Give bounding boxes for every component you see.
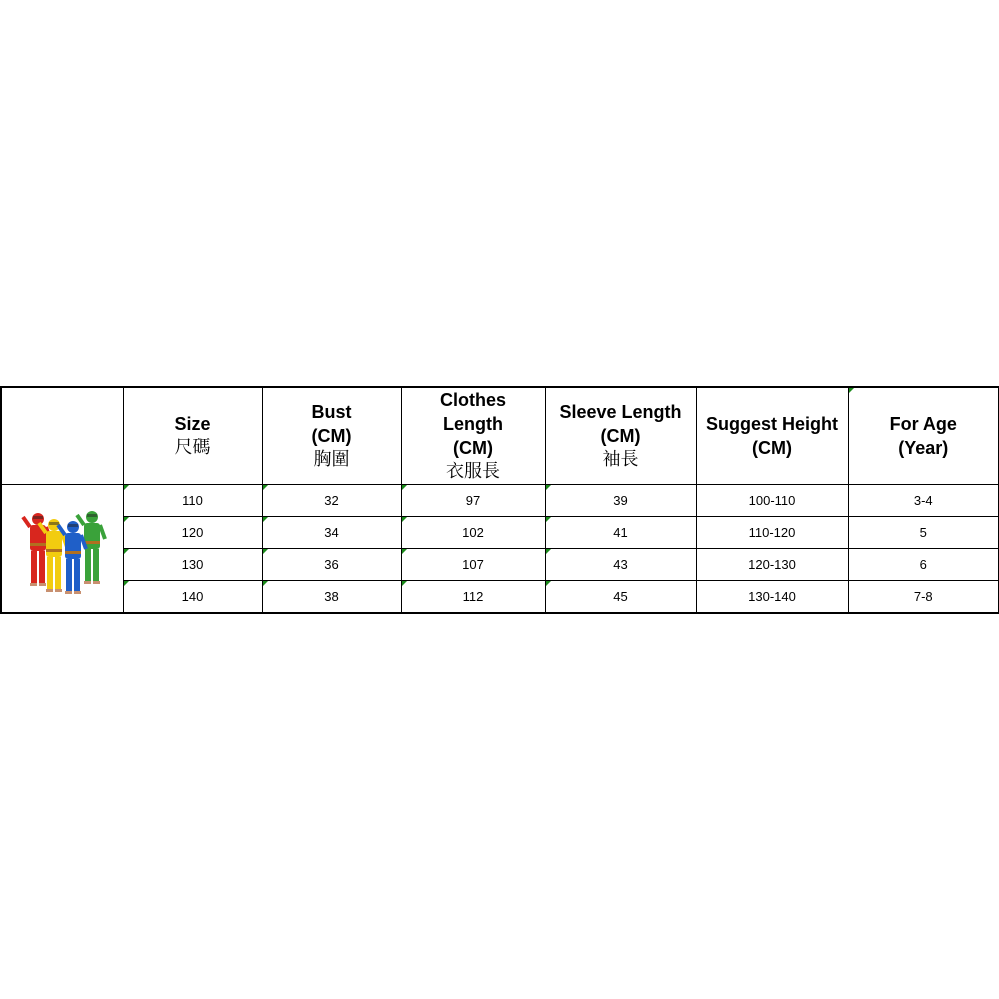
- table-row: [1, 549, 999, 581]
- cell: [401, 549, 545, 581]
- cell-text: 43: [613, 557, 628, 572]
- header-row: [1, 387, 999, 485]
- cell: [696, 549, 848, 581]
- header-cjk: 胸圍: [313, 449, 350, 470]
- cell: [545, 549, 696, 581]
- cell-text: 3-4: [913, 493, 933, 508]
- header-size: [123, 387, 262, 485]
- cell-text: 41: [613, 525, 628, 540]
- header-clothes-length: [401, 387, 545, 485]
- cell-marker: [402, 517, 407, 522]
- blank-header-cell: [1, 387, 123, 485]
- cell: [848, 581, 999, 614]
- figure-green: [77, 511, 105, 584]
- cell: [848, 517, 999, 549]
- cell: [262, 517, 401, 549]
- header-text: Size: [174, 414, 211, 434]
- cell-text: 102: [462, 525, 484, 540]
- cell-text: 97: [465, 493, 481, 508]
- table-row: [1, 485, 999, 517]
- cell: [262, 549, 401, 581]
- cell-text: 130-140: [748, 589, 796, 604]
- cell-marker: [263, 485, 268, 490]
- cell-text: 110: [182, 493, 203, 508]
- cell-marker: [402, 485, 407, 490]
- size-chart-table: [0, 386, 999, 614]
- header-text: (CM): [752, 438, 792, 458]
- header-text: (CM): [453, 438, 493, 458]
- cell-text: 120: [181, 525, 204, 540]
- header-text: Sleeve Length: [559, 402, 682, 422]
- cell-marker: [546, 549, 551, 554]
- cell-marker: [124, 581, 129, 586]
- header-bust: [262, 387, 401, 485]
- cell-marker: [263, 581, 268, 586]
- cell-marker: [124, 485, 129, 490]
- costume-figures-image: [16, 501, 108, 597]
- cell-marker: [402, 581, 407, 586]
- cell-marker: [546, 485, 551, 490]
- cell: [262, 485, 401, 517]
- cell: [545, 517, 696, 549]
- cell: [545, 485, 696, 517]
- header-suggest-height: [696, 387, 848, 485]
- cell-text: 39: [613, 493, 628, 508]
- header-text: (CM): [311, 426, 352, 446]
- cell-text: 32: [324, 493, 339, 508]
- cell-marker: [546, 581, 551, 586]
- cell-marker: [849, 388, 854, 393]
- header-sleeve-length: [545, 387, 696, 485]
- cell-text: 36: [324, 557, 339, 572]
- cell-text: 100-110: [748, 493, 796, 508]
- table-row: [1, 581, 999, 614]
- header-text: Clothes: [439, 390, 506, 410]
- cell-marker: [263, 517, 268, 522]
- cell: [848, 549, 999, 581]
- cell-text: 34: [324, 525, 339, 540]
- cell-marker: [124, 517, 129, 522]
- cell-text: 130: [181, 557, 204, 572]
- cell-text: 112: [462, 589, 484, 604]
- header-text: Bust: [311, 402, 352, 422]
- cell-text: 6: [919, 557, 927, 572]
- cell-marker: [402, 549, 407, 554]
- header-cjk: 袖長: [602, 449, 639, 470]
- header-cjk: 衣服長: [446, 461, 500, 482]
- header-text: Length: [443, 414, 503, 434]
- cell: [696, 581, 848, 614]
- cell: [401, 517, 545, 549]
- cell: [696, 485, 848, 517]
- cell-marker: [546, 517, 551, 522]
- cell: [696, 517, 848, 549]
- cell: [123, 549, 262, 581]
- cell-marker: [124, 549, 129, 554]
- cell-marker: [263, 549, 268, 554]
- header-cjk: 尺碼: [174, 437, 211, 458]
- cell-text: 45: [613, 589, 628, 604]
- product-image: [1, 485, 123, 614]
- cell-text: 5: [919, 525, 927, 540]
- cell: [123, 485, 262, 517]
- cell-text: 120-130: [748, 557, 796, 572]
- cell: [123, 581, 262, 614]
- header-for-age: [848, 387, 999, 485]
- header-text: (CM): [600, 426, 641, 446]
- cell: [848, 485, 999, 517]
- cell: [545, 581, 696, 614]
- table-row: [1, 517, 999, 549]
- cell: [401, 581, 545, 614]
- header-text: (Year): [898, 438, 949, 458]
- header-text: Suggest Height: [705, 414, 838, 434]
- cell: [262, 581, 401, 614]
- header-text: For Age: [889, 414, 957, 434]
- figure-blue: [58, 521, 86, 594]
- cell: [401, 485, 545, 517]
- cell-text: 110-120: [748, 525, 796, 540]
- cell: [123, 517, 262, 549]
- cell-text: 140: [181, 589, 204, 604]
- cell-text: 107: [462, 557, 484, 572]
- cell-text: 38: [324, 589, 339, 604]
- cell-text: 7-8: [913, 589, 933, 604]
